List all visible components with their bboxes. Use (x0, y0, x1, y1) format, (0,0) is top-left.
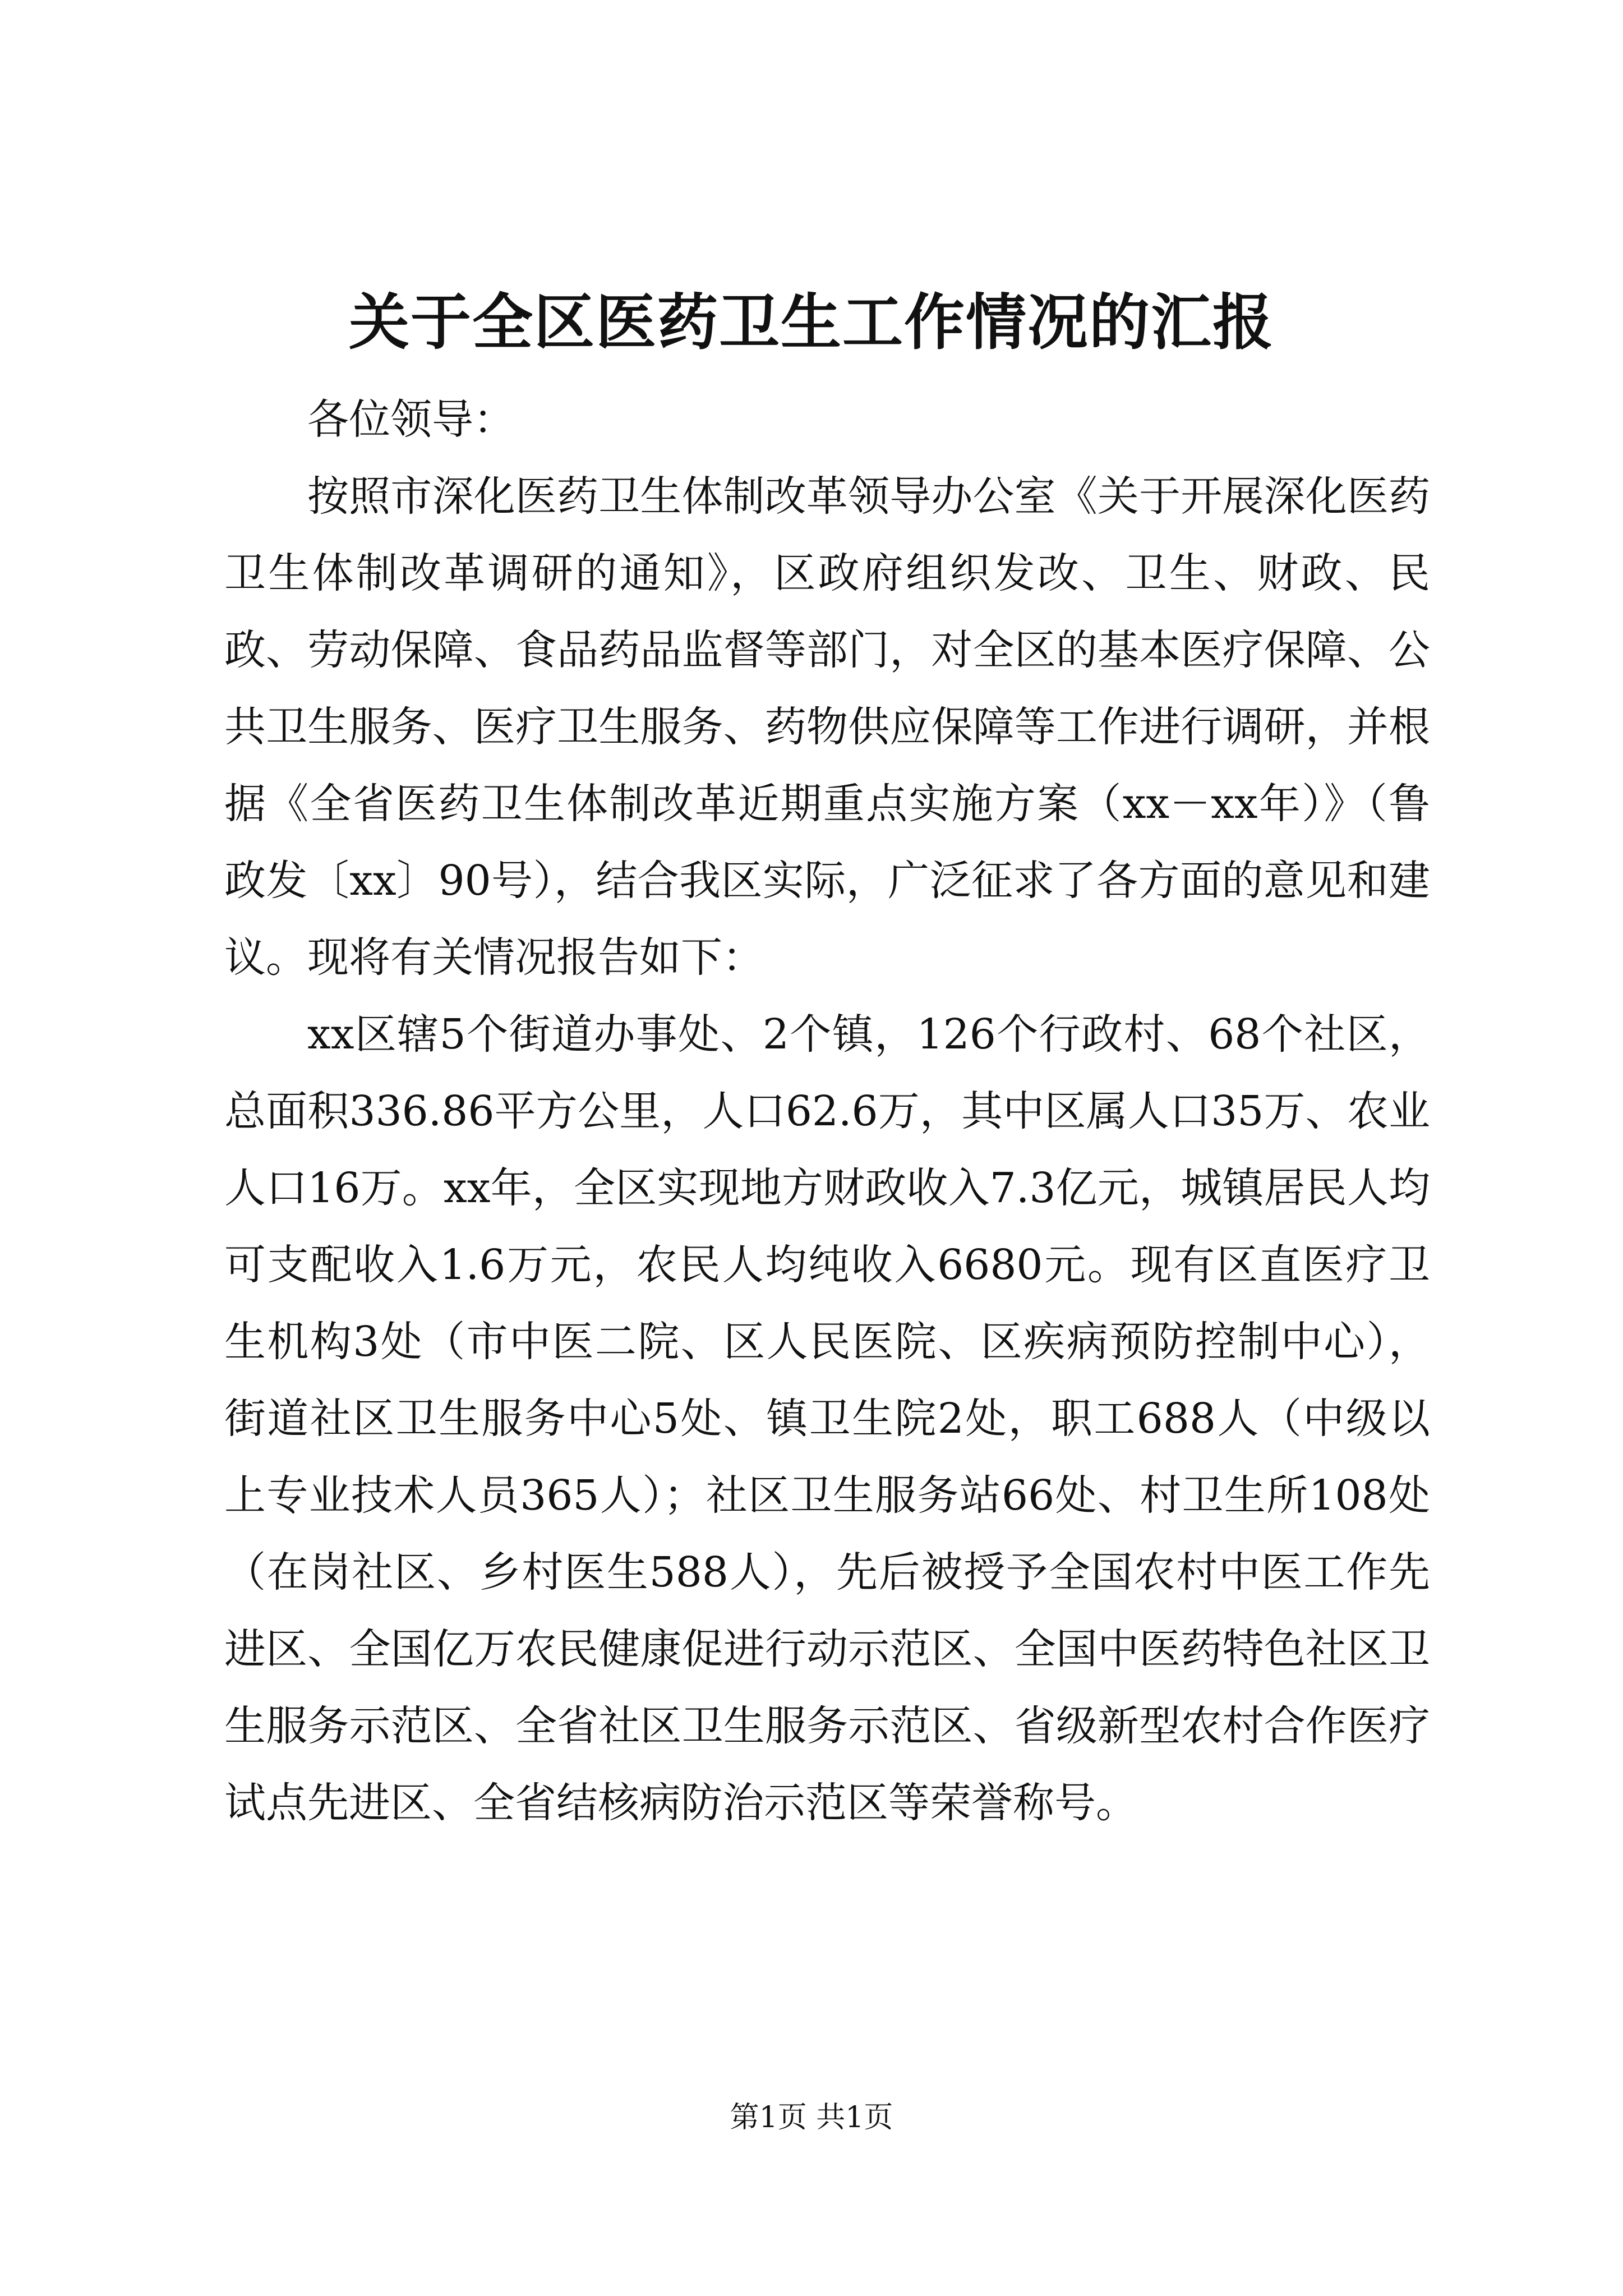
paragraph-overview: xx区辖5个街道办事处、2个镇，126个行政村、68个社区，总面积336.86平方公里，人口62.6万，其中区属人口35万、农业人口16万。xx年，全区实现地方财政收入7.3亿元，城镇居民人均可支配收入1.6万元，农民人均纯收入6680元。现有区直医疗卫生机构3处（市中医二院、区人民医院、区疾病预防控制中心），街道社区卫生服务中心5处、镇卫生院2处，职工688人（中级以上专业技术人员365人）；社区卫生服务站66处、村卫生所108处（在岗社区、乡村医生588人），先后被授予全国农村中医工作先进区、全国亿万农民健康促进行动示范区、全国中医药特色社区卫生服务示范区、全省社区卫生服务示范区、省级新型农村合作医疗试点先进区、全省结核病防治示范区等荣誉称号。 (224, 1010, 1430, 1827)
document-body (224, 381, 1430, 1842)
page-footer: 第1页 共1页 (730, 2101, 893, 2134)
salutation: 各位领导： (307, 395, 515, 444)
document-title: 关于全区医药卫生工作情况的汇报 (348, 287, 1274, 358)
paragraph-intro: 按照市深化医药卫生体制改革领导办公室《关于开展深化医药卫生体制改革调研的通知》，区政府组织发改、卫生、财政、民政、劳动保障、食品药品监督等部门，对全区的基本医疗保障、公共卫生服务、医疗卫生服务、药物供应保障等工作进行调研，并根据《全省医药卫生体制改革近期重点实施方案（xx－xx年）》（鲁政发〔xx〕90号），结合我区实际，广泛征求了各方面的意见和建议。现将有关情况报告如下： (224, 472, 1430, 982)
